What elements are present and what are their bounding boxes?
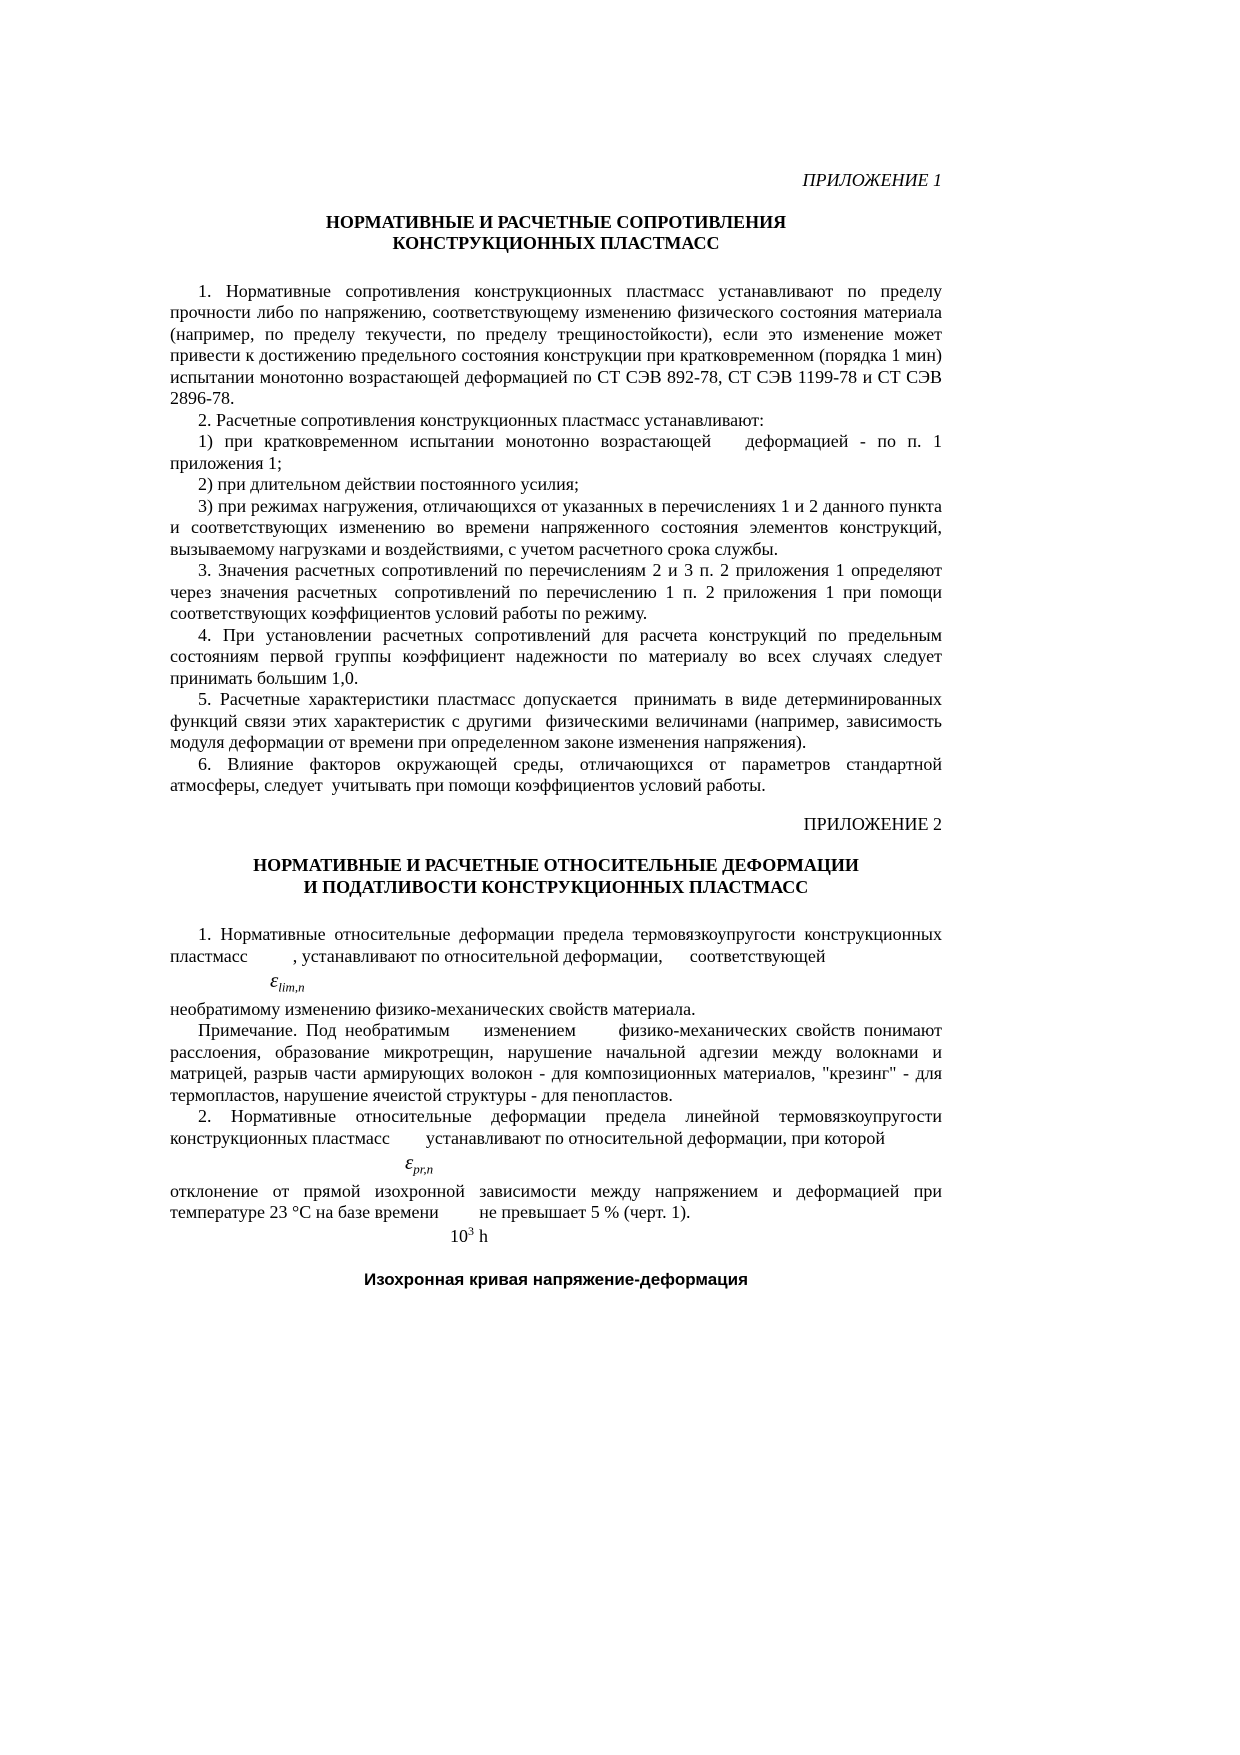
appendix1-paragraph-6: 6. Влияние факторов окружающей среды, отличающихся от параметров стандартной атмосферы, следует учитывать при помощи коэффициентов условий работы. <box>170 753 942 795</box>
appendix1-list-item-2: 2) при длительном действии постоянного усилия; <box>198 474 580 494</box>
appendix-2-title <box>170 855 942 898</box>
appendix-1-section <box>170 170 942 797</box>
appendix2-paragraph-1: 1. Нормативные относительные деформации предела термовязкоупругости конструкционных пластмасс , устанавливают по относительной деформации, соответствующей <box>170 924 942 966</box>
appendix1-list-item-1: 1) при кратковременном испытании монотонно возрастающей деформацией - по п. 1 приложения 1; <box>170 431 942 473</box>
appendix-1-label: ПРИЛОЖЕНИЕ 1 <box>802 170 942 190</box>
appendix1-paragraph-1: 1. Нормативные сопротивления конструкционных пластмасс устанавливают по пределу прочности либо по напряжению, соответствующему изменению физического состояния материала (например, по пределу текучести, по пределу трещиностойкости), если это изменение может привести к достижению предельного состояния конструкции при кратковременном (порядка 1 мин) испытании монотонно возрастающей деформацией по СТ СЭВ 892-78, СТ СЭВ 1199-78 и СТ СЭВ 2896-78. <box>170 280 942 408</box>
time-base-value <box>450 1223 942 1248</box>
figure-caption: Изохронная кривая напряжение-деформация <box>364 1270 748 1289</box>
appendix1-paragraph-2: 2. Расчетные сопротивления конструкционных пластмасс устанавливают: <box>198 409 765 430</box>
appendix1-paragraph-4: 4. При установлении расчетных сопротивлений для расчета конструкций по предельным состояниям первой группы коэффициент надежности по материалу во всех случаях следует принимать большим 1,0. <box>170 624 942 688</box>
time-base-exponent: 3 <box>468 1223 474 1238</box>
appendix-2-title-line-1: НОРМАТИВНЫЕ И РАСЧЕТНЫЕ ОТНОСИТЕЛЬНЫЕ ДЕФОРМАЦИИ <box>253 855 859 875</box>
epsilon-symbol: ε <box>270 968 279 992</box>
appendix1-list-item-3: 3) при режимах нагружения, отличающихся от указанных в перечислениях 1 и 2 данного пункта и соответствующих изменению во времени напряженного состояния элементов конструкций, вызываемому нагрузками и воздействиями, с учетом расчетного срока службы. <box>170 495 942 559</box>
appendix1-paragraph-5: 5. Расчетные характеристики пластмасс допускается принимать в виде детерминированных функций связи этих характеристик с другими физическими величинами (например, зависимость модуля деформации от времени при определенном законе изменения напряжения). <box>170 689 942 752</box>
epsilon-symbol: ε <box>405 1150 414 1174</box>
appendix-2-label: ПРИЛОЖЕНИЕ 2 <box>803 813 942 834</box>
appendix2-paragraph-2: 2. Нормативные относительные деформации предела линейной термовязкоупругости конструкционных пластмасс устанавливают по относительной деформации, при которой <box>170 1106 942 1148</box>
appendix-2-section <box>170 814 942 1291</box>
appendix-2-title-line-2: И ПОДАТЛИВОСТИ КОНСТРУКЦИОННЫХ ПЛАСТМАСС <box>303 876 809 897</box>
appendix2-paragraph-2-continuation: отклонение от прямой изохронной зависимости между напряжением и деформацией при температуре 23 °С на базе времени не превышает 5 % (черт. 1). <box>170 1180 942 1222</box>
appendix1-paragraph-3: 3. Значения расчетных сопротивлений по перечислениям 2 и 3 п. 2 приложения 1 определяют через значения расчетных сопротивлений по перечислению 1 п. 2 приложения 1 при помощи соответствующих коэффициентов условий работы по режиму. <box>170 560 942 623</box>
formula-subscript: lim,n <box>278 979 305 995</box>
document-content <box>170 170 942 1291</box>
time-base-number: 10 <box>450 1225 468 1246</box>
appendix2-note: Примечание. Под необратимым изменением физико-механических свойств понимают расслоения, образование микротрещин, нарушение начальной адгезии между волокнами и матрицей, разрыв части армирующих волокон - для композиционных материалов, "крезинг" - для термопластов, нарушение ячеистой структуры - для пенопластов. <box>170 1020 942 1105</box>
time-base-unit: h <box>479 1225 488 1246</box>
appendix-1-title <box>170 212 942 255</box>
formula-epsilon-lim-n <box>270 970 942 993</box>
appendix2-paragraph-1-continuation: необратимому изменению физико-механических свойств материала. <box>170 998 696 1019</box>
appendix-1-title-line-1: НОРМАТИВНЫЕ И РАСЧЕТНЫЕ СОПРОТИВЛЕНИЯ <box>325 211 787 232</box>
formula-epsilon-pr-n <box>405 1152 942 1175</box>
appendix-1-title-line-2: КОНСТРУКЦИОННЫХ ПЛАСТМАСС <box>392 233 720 253</box>
formula-subscript: pr,n <box>413 1161 434 1177</box>
